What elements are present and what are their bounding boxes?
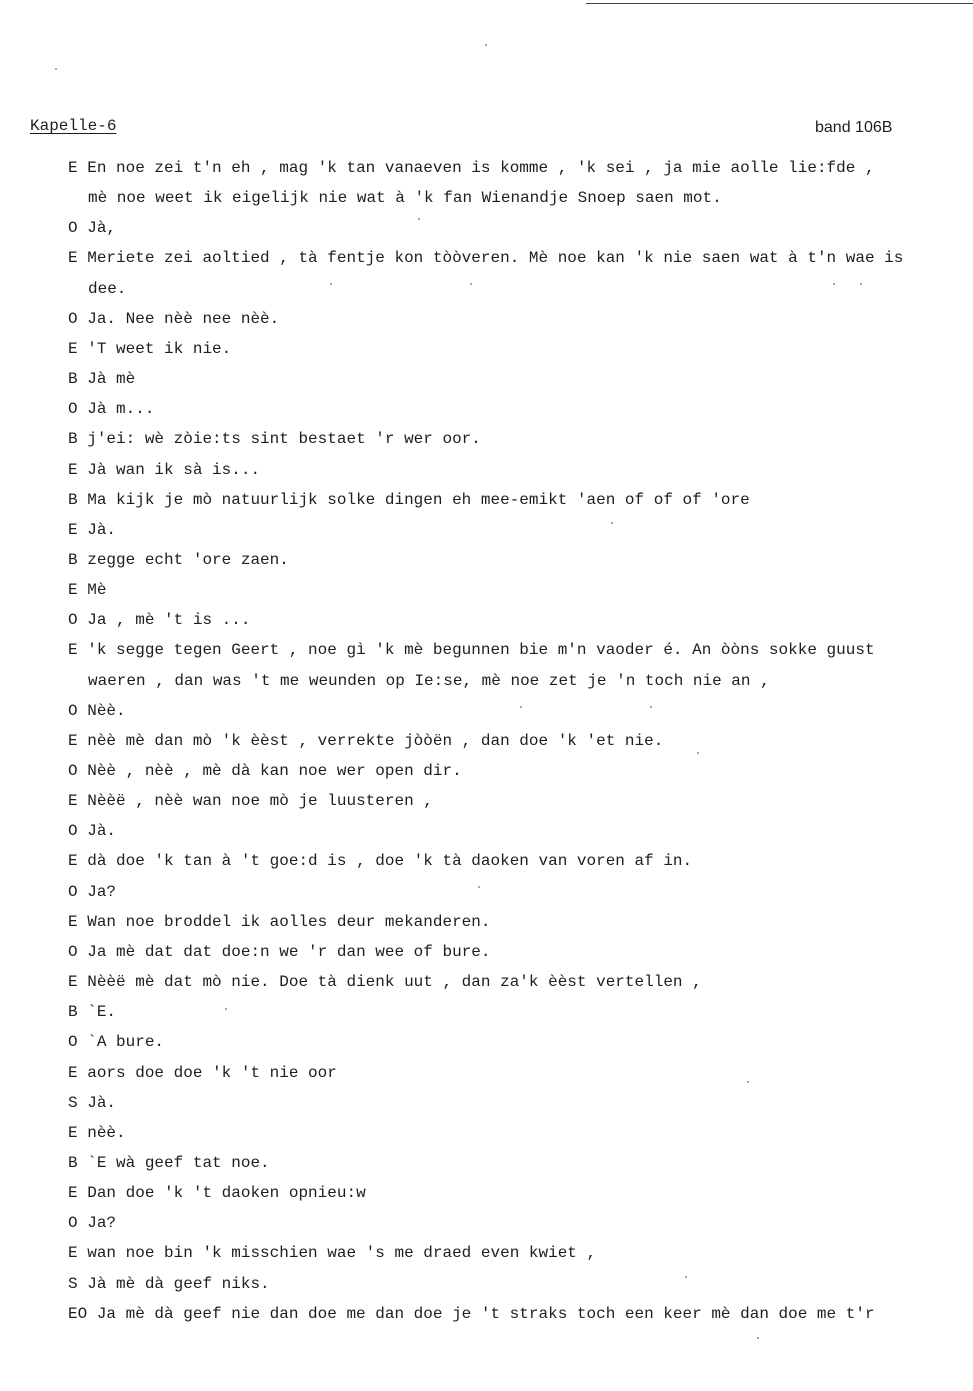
utterance-text: En noe zei t'n eh , mag 'k tan vanaeven is komme , 'k sei , ja mie aolle lie:fde ,: [87, 159, 875, 177]
transcript-line: [68, 309, 279, 329]
scan-speck: [478, 886, 480, 888]
speaker-code: B: [68, 1154, 78, 1172]
utterance-text: Jà,: [87, 219, 117, 237]
transcript-line: [68, 520, 116, 540]
transcript-line: [68, 912, 490, 932]
transcript-line: [68, 369, 135, 389]
transcript-line: [68, 429, 481, 449]
speaker-code: O: [68, 611, 78, 629]
transcript-line: [68, 158, 875, 178]
transcript-line: [68, 1183, 366, 1203]
speaker-code: EO: [68, 1305, 88, 1323]
scan-speck: [685, 1276, 687, 1278]
scan-speck: [330, 283, 332, 285]
speaker-code: O: [68, 1214, 78, 1232]
utterance-text: Ja?: [87, 1214, 117, 1232]
utterance-text: Jà.: [87, 521, 117, 539]
utterance-text: Nèèë mè dat mò nie. Doe tà dienk uut , dan za'k èèst vertellen ,: [87, 973, 702, 991]
transcript-line-continuation: [88, 279, 126, 299]
transcript-line: [68, 1002, 116, 1022]
transcript-line: [68, 1123, 126, 1143]
utterance-text: Jà.: [87, 822, 117, 840]
scan-speck: [418, 218, 420, 220]
transcript-line: [68, 640, 875, 660]
scan-speck: [225, 1008, 227, 1010]
speaker-code: S: [68, 1275, 78, 1293]
speaker-code: E: [68, 159, 78, 177]
transcript-line: [68, 972, 702, 992]
utterance-text: dee.: [88, 280, 127, 298]
transcript-line: [68, 851, 692, 871]
utterance-text: nèè.: [87, 1124, 126, 1142]
scan-speck: [485, 44, 487, 46]
utterance-text: wan noe bin 'k misschien wae 's me draed even kwiet ,: [87, 1244, 597, 1262]
transcript-line: [68, 821, 116, 841]
utterance-text: Ma kijk je mò natuurlijk solke dingen eh mee-emikt 'aen of of of 'ore: [87, 491, 750, 509]
utterance-text: Meriete zei aoltied , tà fentje kon tòòveren. Mè noe kan 'k nie saen wat à t'n wae is: [87, 249, 904, 267]
speaker-code: B: [68, 430, 78, 448]
utterance-text: `A bure.: [87, 1033, 165, 1051]
scan-speck: [860, 283, 862, 285]
scan-speck: [611, 522, 613, 524]
scan-speck: [55, 68, 57, 70]
speaker-code: B: [68, 370, 78, 388]
speaker-code: O: [68, 400, 78, 418]
transcript-line: [68, 248, 903, 268]
speaker-code: E: [68, 581, 78, 599]
speaker-code: E: [68, 852, 78, 870]
utterance-text: waeren , dan was 't me weunden op Ie:se, mè noe zet je 'n toch nie an ,: [88, 672, 770, 690]
transcript-line: [68, 761, 462, 781]
scan-speck: [833, 283, 835, 285]
speaker-code: E: [68, 1064, 78, 1082]
speaker-code: O: [68, 943, 78, 961]
utterance-text: Jà.: [87, 1094, 117, 1112]
utterance-text: Wan noe broddel ik aolles deur mekanderen.: [87, 913, 491, 931]
transcript-line: [68, 1304, 875, 1324]
speaker-code: E: [68, 461, 78, 479]
speaker-code: S: [68, 1094, 78, 1112]
utterance-text: `E wà geef tat noe.: [87, 1154, 270, 1172]
scan-speck: [747, 1081, 749, 1083]
speaker-code: E: [68, 340, 78, 358]
utterance-text: Ja , mè 't is ...: [87, 611, 251, 629]
utterance-text: Nèèë , nèè wan noe mò je luusteren ,: [87, 792, 433, 810]
transcript-line: [68, 731, 663, 751]
speaker-code: E: [68, 1124, 78, 1142]
speaker-code: B: [68, 491, 78, 509]
document-title: Kapelle-6: [30, 117, 117, 135]
scan-speck: [757, 1337, 759, 1339]
speaker-code: B: [68, 1003, 78, 1021]
speaker-code: E: [68, 973, 78, 991]
transcript-line: [68, 610, 250, 630]
speaker-code: E: [68, 792, 78, 810]
transcript-line: [68, 1063, 337, 1083]
transcript-line: [68, 1032, 164, 1052]
utterance-text: Dan doe 'k 't daoken opnieu:w: [87, 1184, 366, 1202]
utterance-text: nèè mè dan mò 'k èèst , verrekte jòòën , dan doe 'k 'et nie.: [87, 732, 664, 750]
transcript-line: [68, 1093, 116, 1113]
speaker-code: O: [68, 702, 78, 720]
utterance-text: Jà mè dà geef niks.: [87, 1275, 270, 1293]
transcript-line: [68, 399, 154, 419]
utterance-text: 'k segge tegen Geert , noe gì 'k mè begunnen bie m'n vaoder é. An òòns sokke guust: [87, 641, 875, 659]
transcript-line: [68, 1213, 116, 1233]
utterance-text: Ja mè dà geef nie dan doe me dan doe je 't straks toch een keer mè dan doe me t'r: [96, 1305, 875, 1323]
transcript-line: [68, 580, 106, 600]
speaker-code: O: [68, 883, 78, 901]
transcript-line: [68, 490, 750, 510]
scan-speck: [470, 283, 472, 285]
utterance-text: zegge echt 'ore zaen.: [87, 551, 289, 569]
scan-speck: [650, 706, 652, 708]
utterance-text: Mè: [87, 581, 107, 599]
speaker-code: E: [68, 913, 78, 931]
speaker-code: E: [68, 1244, 78, 1262]
transcript-line: [68, 791, 433, 811]
speaker-code: O: [68, 1033, 78, 1051]
transcript-line: [68, 460, 260, 480]
transcript-line: [68, 339, 231, 359]
transcript-line: [68, 218, 116, 238]
speaker-code: O: [68, 310, 78, 328]
transcript-line: [68, 1153, 270, 1173]
utterance-text: `E.: [87, 1003, 117, 1021]
transcript-line: [68, 882, 116, 902]
transcript-line: [68, 942, 490, 962]
utterance-text: Ja mè dat dat doe:n we 'r dan wee of bure.: [87, 943, 491, 961]
speaker-code: E: [68, 641, 78, 659]
scan-speck: [697, 752, 699, 754]
band-label: band 106B: [815, 119, 893, 136]
utterance-text: Jà m...: [87, 400, 155, 418]
transcript-line: [68, 1274, 270, 1294]
utterance-text: Nèè.: [87, 702, 126, 720]
utterance-text: 'T weet ik nie.: [87, 340, 232, 358]
utterance-text: Ja. Nee nèè nee nèè.: [87, 310, 280, 328]
speaker-code: O: [68, 822, 78, 840]
utterance-text: Jà mè: [87, 370, 136, 388]
utterance-text: Nèè , nèè , mè dà kan noe wer open dir.: [87, 762, 462, 780]
transcript-line: [68, 701, 126, 721]
transcript-line: [68, 1243, 596, 1263]
speaker-code: E: [68, 732, 78, 750]
transcript-line-continuation: [88, 671, 770, 691]
utterance-text: Jà wan ik sà is...: [87, 461, 261, 479]
speaker-code: E: [68, 249, 78, 267]
transcript-line: [68, 550, 289, 570]
speaker-code: O: [68, 219, 78, 237]
speaker-code: E: [68, 521, 78, 539]
transcript-line-continuation: [88, 188, 722, 208]
scan-speck: [520, 706, 522, 708]
utterance-text: aors doe doe 'k 't nie oor: [87, 1064, 337, 1082]
speaker-code: B: [68, 551, 78, 569]
utterance-text: mè noe weet ik eigelijk nie wat à 'k fan Wienandje Snoep saen mot.: [88, 189, 722, 207]
speaker-code: O: [68, 762, 78, 780]
utterance-text: Ja?: [87, 883, 117, 901]
utterance-text: dà doe 'k tan à 't goe:d is , doe 'k tà daoken van voren af in.: [87, 852, 693, 870]
speaker-code: E: [68, 1184, 78, 1202]
utterance-text: j'ei: wè zòie:ts sint bestaet 'r wer oor.: [87, 430, 481, 448]
